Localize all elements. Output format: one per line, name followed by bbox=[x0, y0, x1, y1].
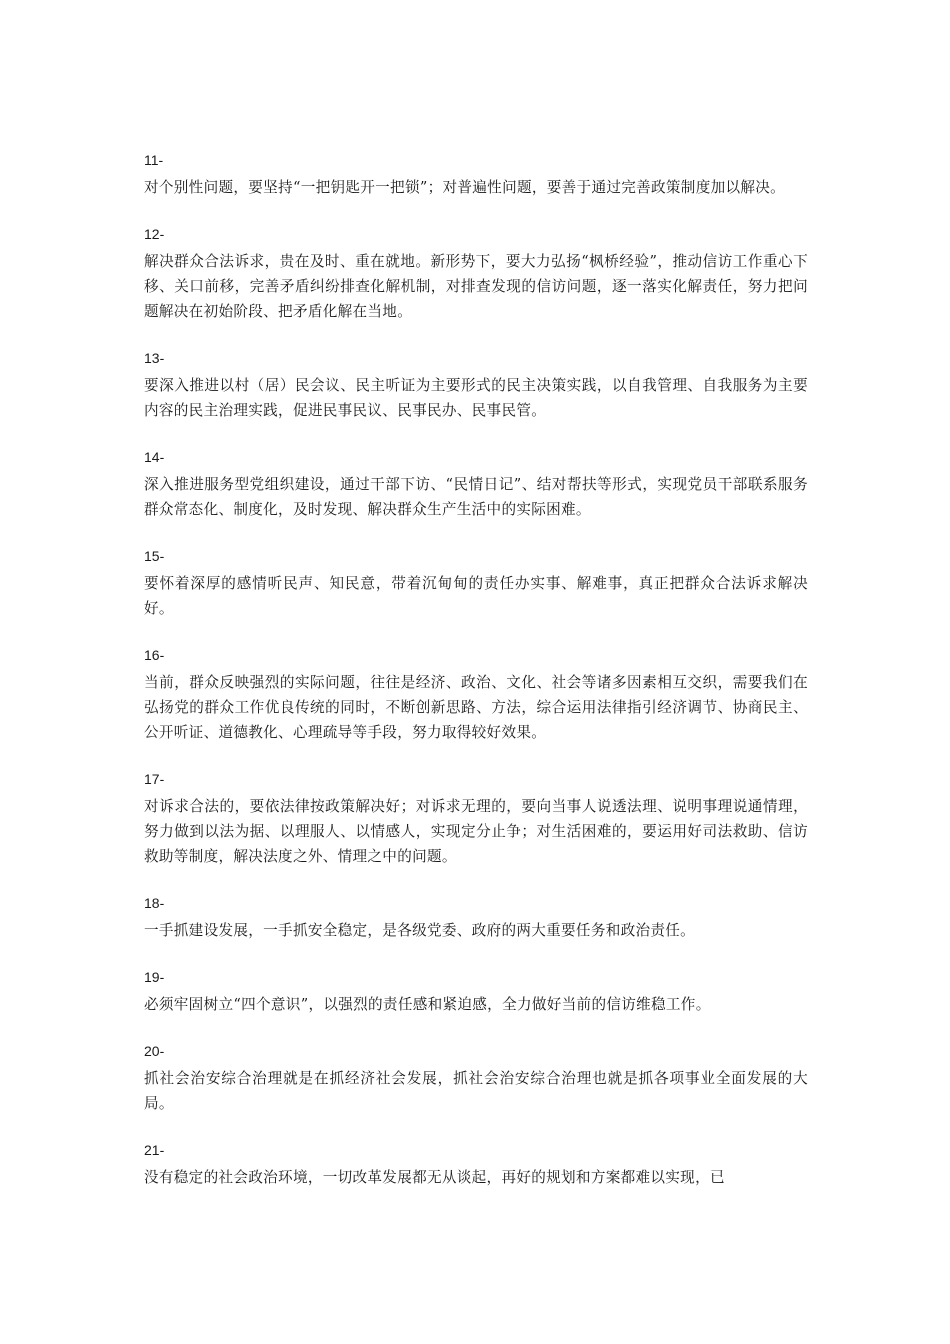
entry-17 bbox=[144, 769, 808, 869]
entry-20 bbox=[144, 1041, 808, 1116]
document-page bbox=[144, 150, 808, 1214]
entry-text: 对个别性问题，要坚持“一把钥匙开一把锁”；对普遍性问题，要善于通过完善政策制度加以解决。 bbox=[144, 179, 786, 196]
entry-12 bbox=[144, 224, 808, 324]
entry-16 bbox=[144, 645, 808, 745]
entry-14 bbox=[144, 447, 808, 522]
entry-21 bbox=[144, 1140, 808, 1190]
entry-number: 16- bbox=[144, 647, 165, 663]
entry-text: 深入推进服务型党组织建设，通过干部下访、“民情日记”、结对帮扶等形式，实现党员干部联系服务群众常态化、制度化，及时发现、解决群众生产生活中的实际困难。 bbox=[144, 476, 808, 518]
entry-text: 要怀着深厚的感情听民声、知民意，带着沉甸甸的责任办实事、解难事，真正把群众合法诉求解决好。 bbox=[144, 575, 808, 617]
entry-11 bbox=[144, 150, 808, 200]
entry-number: 15- bbox=[144, 548, 165, 564]
entry-number: 20- bbox=[144, 1043, 165, 1059]
entry-text: 一手抓建设发展，一手抓安全稳定，是各级党委、政府的两大重要任务和政治责任。 bbox=[144, 922, 696, 939]
entry-18 bbox=[144, 893, 808, 943]
entry-text: 对诉求合法的，要依法律按政策解决好；对诉求无理的，要向当事人说透法理、说明事理说通情理，努力做到以法为据、以理服人、以情感人，实现定分止争；对生活困难的，要运用好司法救助、信访救助等制度，解决法度之外、情理之中的问题。 bbox=[144, 798, 808, 865]
entry-text: 要深入推进以村（居）民会议、民主听证为主要形式的民主决策实践，以自我管理、自我服务为主要内容的民主治理实践，促进民事民议、民事民办、民事民管。 bbox=[144, 377, 808, 419]
entry-number: 17- bbox=[144, 771, 165, 787]
entry-text: 必须牢固树立“四个意识”，以强烈的责任感和紧迫感，全力做好当前的信访维稳工作。 bbox=[144, 996, 711, 1013]
entry-number: 14- bbox=[144, 449, 165, 465]
entry-19 bbox=[144, 967, 808, 1017]
entry-number: 21- bbox=[144, 1142, 165, 1158]
entry-number: 12- bbox=[144, 226, 165, 242]
entry-text: 抓社会治安综合治理就是在抓经济社会发展，抓社会治安综合治理也就是抓各项事业全面发展的大局。 bbox=[144, 1070, 808, 1112]
entry-text: 当前，群众反映强烈的实际问题，往往是经济、政治、文化、社会等诸多因素相互交织，需要我们在弘扬党的群众工作优良传统的同时，不断创新思路、方法，综合运用法律指引经济调节、协商民主、公开听证、道德教化、心理疏导等手段，努力取得较好效果。 bbox=[144, 674, 808, 741]
entry-number: 13- bbox=[144, 350, 165, 366]
entry-text: 没有稳定的社会政治环境，一切改革发展都无从谈起，再好的规划和方案都难以实现，已 bbox=[144, 1169, 725, 1186]
entry-15 bbox=[144, 546, 808, 621]
entry-number: 18- bbox=[144, 895, 165, 911]
entry-number: 19- bbox=[144, 969, 165, 985]
entry-text: 解决群众合法诉求，贵在及时、重在就地。新形势下，要大力弘扬“枫桥经验”，推动信访工作重心下移、关口前移，完善矛盾纠纷排查化解机制，对排查发现的信访问题，逐一落实化解责任，努力把问题解决在初始阶段、把矛盾化解在当地。 bbox=[144, 253, 808, 320]
entry-number: 11- bbox=[144, 152, 164, 168]
entry-13 bbox=[144, 348, 808, 423]
